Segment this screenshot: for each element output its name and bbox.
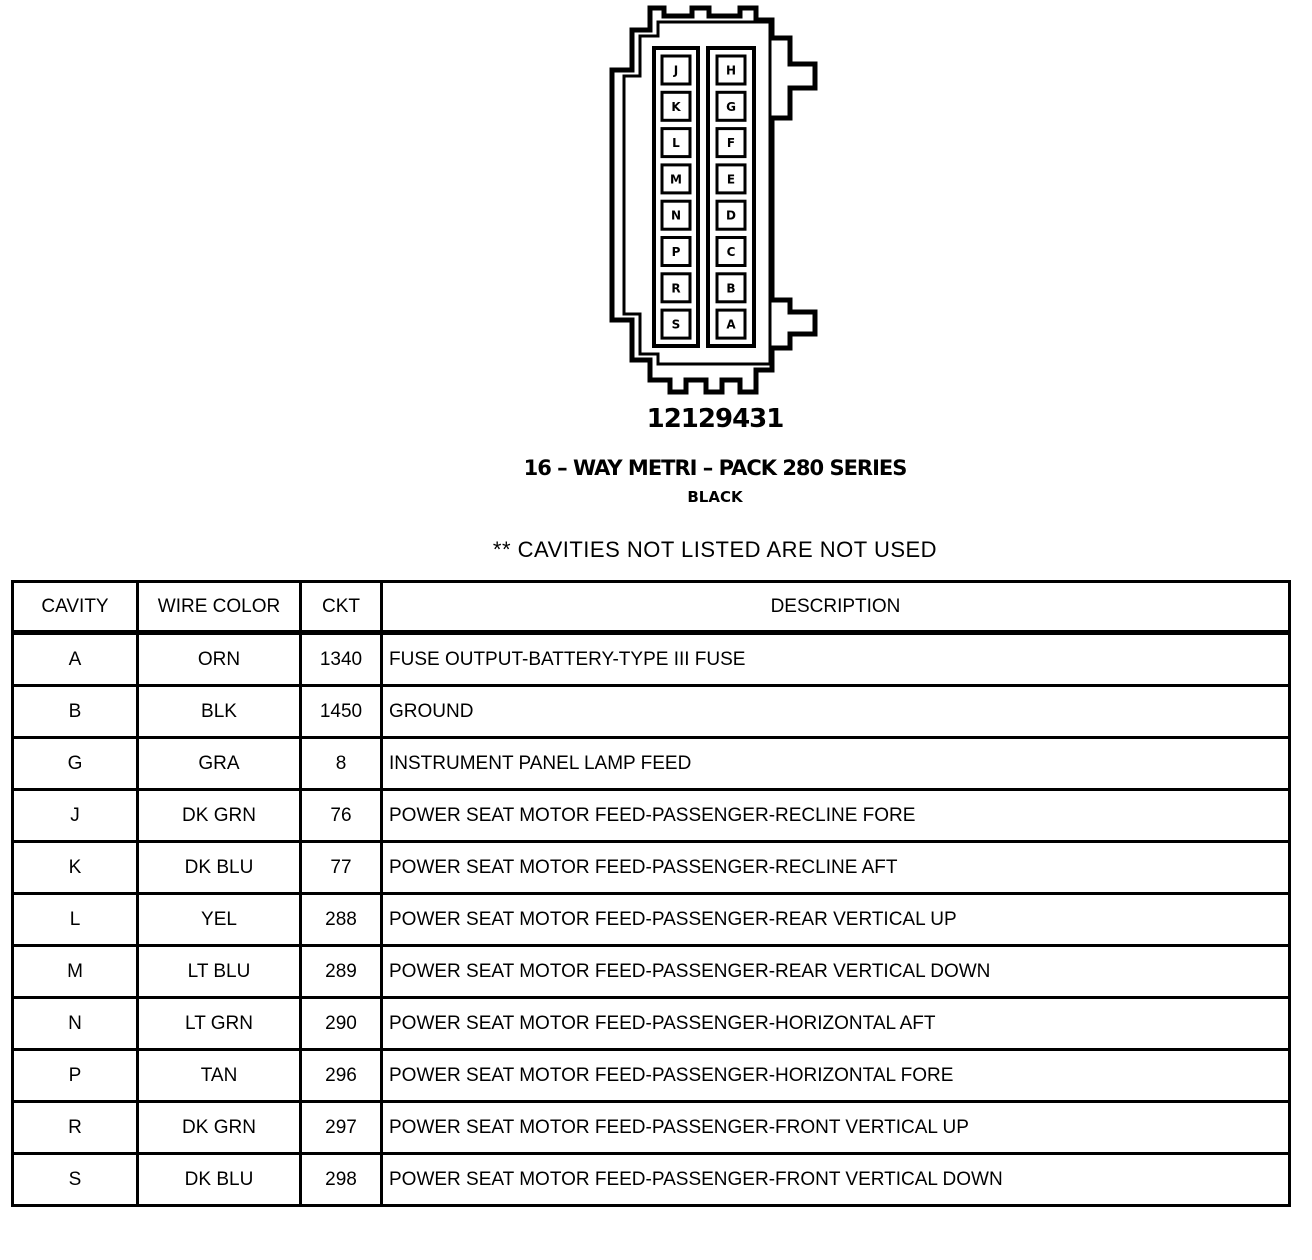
cell-description: FUSE OUTPUT-BATTERY-TYPE III FUSE bbox=[382, 633, 1290, 686]
table-header-row bbox=[13, 582, 1290, 633]
cell-description: POWER SEAT MOTOR FEED-PASSENGER-HORIZONTAL AFT bbox=[382, 998, 1290, 1050]
cell-cavity: A bbox=[13, 633, 138, 686]
cavity-label-p: P bbox=[671, 245, 681, 259]
header-description: DESCRIPTION bbox=[382, 582, 1290, 633]
cell-cavity: N bbox=[13, 998, 138, 1050]
cell-wire-color: YEL bbox=[138, 894, 301, 946]
header-ckt: CKT bbox=[301, 582, 382, 633]
cavity-label-h: H bbox=[725, 63, 737, 78]
cell-wire-color: DK BLU bbox=[138, 842, 301, 894]
cell-ckt: 1450 bbox=[301, 686, 382, 738]
connector-part-number: 12129431 bbox=[646, 404, 784, 434]
cell-cavity: J bbox=[13, 790, 138, 842]
cavity-label-d: D bbox=[726, 208, 736, 223]
cell-description: POWER SEAT MOTOR FEED-PASSENGER-RECLINE AFT bbox=[382, 842, 1290, 894]
cavity-label-j: J bbox=[673, 63, 679, 78]
cell-description: POWER SEAT MOTOR FEED-PASSENGER-REAR VERTICAL DOWN bbox=[382, 946, 1290, 998]
cell-description: INSTRUMENT PANEL LAMP FEED bbox=[382, 738, 1290, 790]
cell-cavity: K bbox=[13, 842, 138, 894]
header-cavity: CAVITY bbox=[13, 582, 138, 633]
header-wire-color: WIRE COLOR bbox=[138, 582, 301, 633]
cavity-label-e: E bbox=[726, 172, 736, 187]
cavity-label-c: C bbox=[726, 245, 736, 259]
cell-ckt: 288 bbox=[301, 894, 382, 946]
cell-cavity: B bbox=[13, 686, 138, 738]
unused-cavities-note: ** CAVITIES NOT LISTED ARE NOT USED bbox=[492, 537, 938, 562]
table-row bbox=[13, 1050, 1290, 1102]
cell-wire-color: BLK bbox=[138, 686, 301, 738]
cell-description: POWER SEAT MOTOR FEED-PASSENGER-FRONT VERTICAL UP bbox=[382, 1102, 1290, 1154]
table-row bbox=[13, 738, 1290, 790]
cell-ckt: 290 bbox=[301, 998, 382, 1050]
table-row bbox=[13, 998, 1290, 1050]
cell-ckt: 298 bbox=[301, 1154, 382, 1206]
cell-wire-color: TAN bbox=[138, 1050, 301, 1102]
cell-cavity: R bbox=[13, 1102, 138, 1154]
table-row bbox=[13, 946, 1290, 998]
table-row bbox=[13, 894, 1290, 946]
cavity-label-k: K bbox=[671, 99, 681, 114]
table-row bbox=[13, 1154, 1290, 1206]
connector-diagram bbox=[600, 0, 830, 400]
cell-ckt: 1340 bbox=[301, 633, 382, 686]
cell-wire-color: DK GRN bbox=[138, 790, 301, 842]
cell-cavity: P bbox=[13, 1050, 138, 1102]
cell-cavity: M bbox=[13, 946, 138, 998]
cell-description: POWER SEAT MOTOR FEED-PASSENGER-RECLINE FORE bbox=[382, 790, 1290, 842]
cavity-label-f: F bbox=[726, 136, 736, 151]
cell-ckt: 297 bbox=[301, 1102, 382, 1154]
connector-color: BLACK bbox=[687, 488, 743, 506]
cavity-label-m: M bbox=[670, 172, 682, 187]
cavity-label-s: S bbox=[671, 317, 681, 332]
table-row bbox=[13, 1102, 1290, 1154]
cell-ckt: 289 bbox=[301, 946, 382, 998]
cavity-label-r: R bbox=[671, 281, 681, 296]
cell-ckt: 76 bbox=[301, 790, 382, 842]
cell-description: GROUND bbox=[382, 686, 1290, 738]
cell-wire-color: LT GRN bbox=[138, 998, 301, 1050]
cavity-label-l: L bbox=[672, 136, 680, 151]
cell-description: POWER SEAT MOTOR FEED-PASSENGER-FRONT VERTICAL DOWN bbox=[382, 1154, 1290, 1206]
cell-wire-color: LT BLU bbox=[138, 946, 301, 998]
table-row bbox=[13, 686, 1290, 738]
connector-series: 16 – WAY METRI – PACK 280 SERIES bbox=[523, 456, 907, 480]
cell-description: POWER SEAT MOTOR FEED-PASSENGER-HORIZONTAL FORE bbox=[382, 1050, 1290, 1102]
cell-ckt: 8 bbox=[301, 738, 382, 790]
table-row bbox=[13, 790, 1290, 842]
cavity-label-a: A bbox=[726, 317, 736, 332]
cavity-label-n: N bbox=[670, 208, 682, 223]
cavity-label-g: G bbox=[726, 99, 736, 114]
cavity-label-b: B bbox=[726, 281, 736, 296]
cell-wire-color: DK GRN bbox=[138, 1102, 301, 1154]
cell-wire-color: GRA bbox=[138, 738, 301, 790]
connector-housing-outline bbox=[612, 8, 815, 392]
cell-cavity: G bbox=[13, 738, 138, 790]
cell-cavity: L bbox=[13, 894, 138, 946]
cell-ckt: 77 bbox=[301, 842, 382, 894]
pinout-table bbox=[11, 580, 1291, 1207]
table-row bbox=[13, 633, 1290, 686]
cell-wire-color: DK BLU bbox=[138, 1154, 301, 1206]
cell-cavity: S bbox=[13, 1154, 138, 1206]
table-row bbox=[13, 842, 1290, 894]
cell-description: POWER SEAT MOTOR FEED-PASSENGER-REAR VERTICAL UP bbox=[382, 894, 1290, 946]
cell-ckt: 296 bbox=[301, 1050, 382, 1102]
cell-wire-color: ORN bbox=[138, 633, 301, 686]
